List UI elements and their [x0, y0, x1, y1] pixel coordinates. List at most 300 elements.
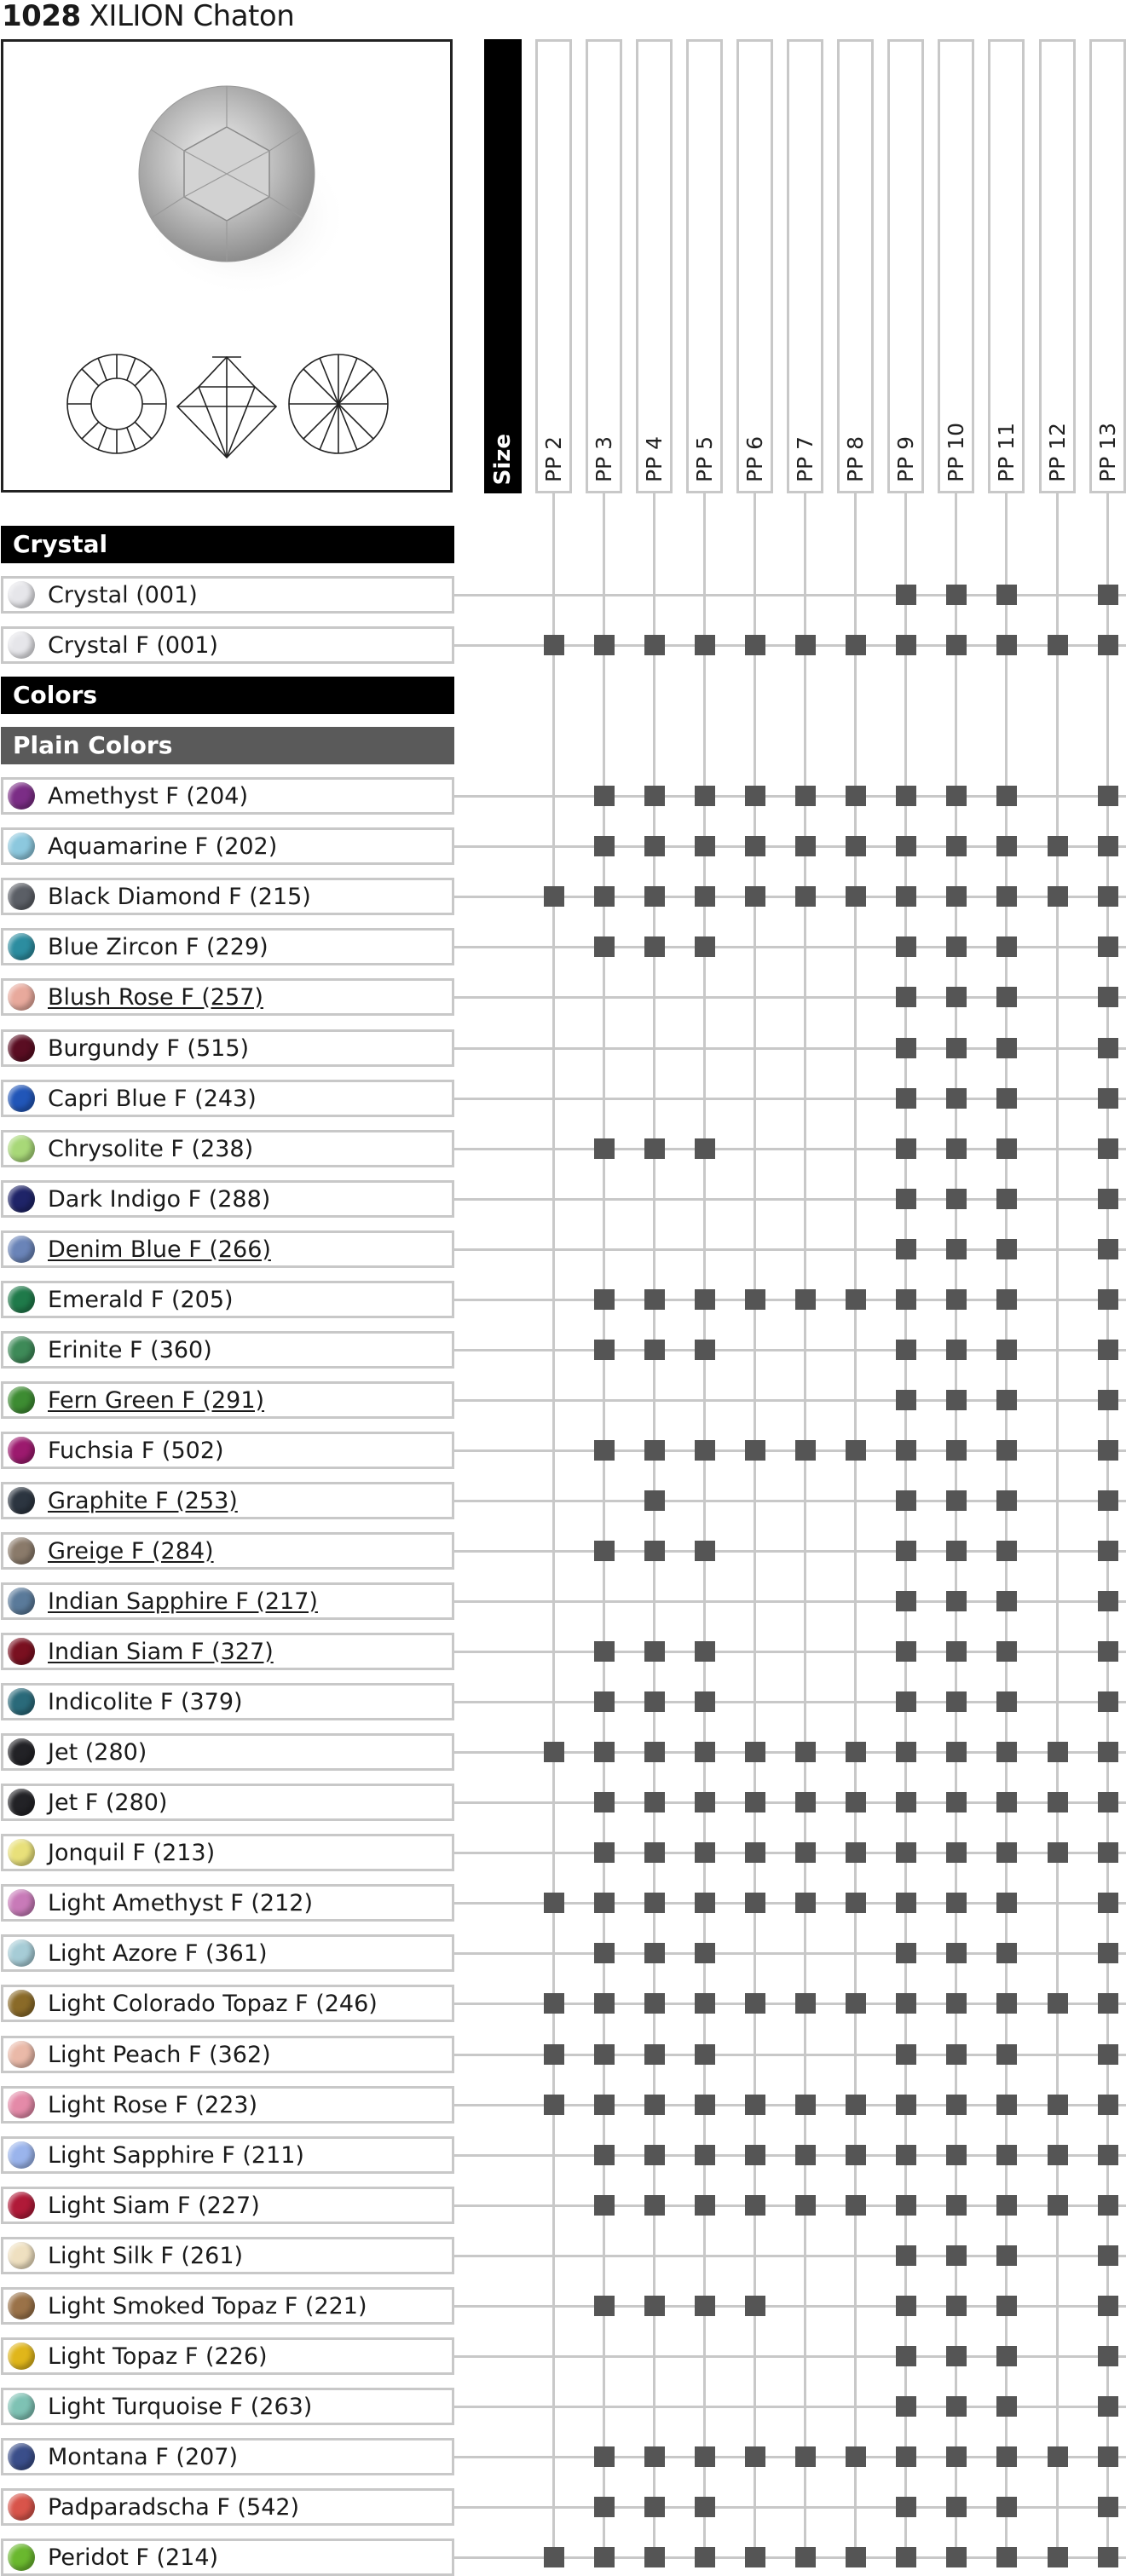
color-row — [1, 626, 454, 664]
color-row-line — [454, 2154, 1126, 2157]
color-swatch — [8, 1889, 35, 1916]
availability-marker — [1098, 1390, 1118, 1410]
availability-marker — [896, 1490, 916, 1511]
availability-marker — [644, 635, 665, 655]
size-column-header — [787, 39, 823, 493]
availability-marker — [544, 2044, 564, 2065]
availability-marker — [996, 936, 1017, 957]
size-column-label: PP 7 — [793, 435, 817, 482]
color-row-line — [454, 1852, 1126, 1854]
availability-marker — [996, 1490, 1017, 1511]
availability-marker — [1098, 936, 1118, 957]
availability-marker — [896, 2195, 916, 2216]
availability-marker — [1098, 2095, 1118, 2115]
availability-marker — [996, 2396, 1017, 2417]
availability-marker — [996, 1742, 1017, 1762]
color-name: Jet F (280) — [48, 1789, 168, 1816]
color-name: Light Siam F (227) — [48, 2192, 260, 2219]
availability-marker — [996, 1792, 1017, 1812]
color-name: Montana F (207) — [48, 2443, 239, 2470]
availability-marker — [695, 1138, 715, 1159]
availability-marker — [1098, 1842, 1118, 1863]
availability-marker — [695, 2296, 715, 2316]
color-name[interactable]: Indian Siam F (327) — [48, 1638, 274, 1665]
color-row — [1, 1432, 454, 1469]
availability-marker — [896, 1842, 916, 1863]
availability-marker — [946, 1893, 967, 1913]
availability-marker — [644, 1541, 665, 1561]
availability-marker — [695, 2095, 715, 2115]
availability-marker — [695, 1340, 715, 1360]
availability-marker — [1048, 836, 1068, 856]
color-row-line — [454, 1600, 1126, 1603]
availability-marker — [594, 2195, 615, 2216]
color-row-line — [454, 2204, 1126, 2207]
availability-marker — [745, 635, 765, 655]
availability-marker — [846, 2095, 866, 2115]
color-row — [1, 2539, 454, 2576]
availability-marker — [544, 1893, 564, 1913]
availability-marker — [846, 2446, 866, 2467]
availability-marker — [695, 936, 715, 957]
color-row-line — [454, 1651, 1126, 1653]
availability-marker — [1098, 1641, 1118, 1662]
availability-marker — [846, 1893, 866, 1913]
size-column-header — [988, 39, 1025, 493]
color-row-line — [454, 2355, 1126, 2358]
availability-marker — [594, 2044, 615, 2065]
availability-marker — [695, 2145, 715, 2165]
availability-marker — [745, 1742, 765, 1762]
color-row — [1, 2086, 454, 2124]
availability-marker — [946, 2346, 967, 2366]
color-swatch — [8, 1789, 35, 1816]
color-name: Erinite F (360) — [48, 1336, 212, 1363]
availability-marker — [644, 2296, 665, 2316]
availability-marker — [644, 1138, 665, 1159]
availability-marker — [896, 1993, 916, 2014]
availability-marker — [1098, 1340, 1118, 1360]
color-row-line — [454, 845, 1126, 848]
availability-marker — [996, 2145, 1017, 2165]
availability-marker — [946, 1038, 967, 1058]
size-column-header — [686, 39, 723, 493]
color-row — [1, 2388, 454, 2425]
color-swatch — [8, 2393, 35, 2420]
availability-marker — [846, 1440, 866, 1461]
color-row-line — [454, 594, 1126, 596]
availability-marker — [695, 1943, 715, 1963]
availability-marker — [1098, 1189, 1118, 1209]
availability-marker — [644, 2095, 665, 2115]
availability-marker — [896, 2245, 916, 2266]
color-name: Crystal F (001) — [48, 631, 218, 659]
availability-marker — [996, 1239, 1017, 1259]
color-name: Light Smoked Topaz F (221) — [48, 2292, 367, 2320]
availability-marker — [896, 987, 916, 1007]
availability-marker — [644, 1490, 665, 1511]
availability-marker — [795, 2195, 816, 2216]
availability-marker — [946, 1490, 967, 1511]
color-row — [1, 2337, 454, 2375]
size-column-label: PP 6 — [742, 435, 767, 482]
availability-marker — [644, 1641, 665, 1662]
availability-marker — [795, 786, 816, 806]
availability-marker — [896, 936, 916, 957]
size-column-header — [636, 39, 673, 493]
color-row — [1, 1582, 454, 1620]
color-name[interactable]: Greige F (284) — [48, 1537, 214, 1565]
availability-marker — [795, 886, 816, 907]
availability-marker — [594, 1440, 615, 1461]
availability-marker — [594, 1842, 615, 1863]
availability-marker — [1098, 1038, 1118, 1058]
size-column-label: PP 4 — [642, 435, 667, 482]
availability-marker — [896, 2446, 916, 2467]
availability-marker — [644, 2044, 665, 2065]
color-row-line — [454, 946, 1126, 948]
availability-marker — [896, 2044, 916, 2065]
availability-marker — [594, 786, 615, 806]
availability-marker — [996, 2044, 1017, 2065]
availability-marker — [1098, 1893, 1118, 1913]
color-row-line — [454, 2456, 1126, 2458]
availability-marker — [946, 635, 967, 655]
size-column-header — [837, 39, 874, 493]
availability-marker — [695, 1993, 715, 2014]
color-row-line — [454, 1449, 1126, 1452]
availability-marker — [846, 836, 866, 856]
availability-marker — [594, 886, 615, 907]
color-row — [1, 1985, 454, 2022]
color-swatch — [8, 2242, 35, 2269]
availability-marker — [695, 1893, 715, 1913]
size-column-header — [535, 39, 572, 493]
availability-marker — [1048, 2095, 1068, 2115]
availability-marker — [946, 2245, 967, 2266]
availability-marker — [1048, 1742, 1068, 1762]
availability-marker — [594, 1943, 615, 1963]
availability-marker — [1098, 1591, 1118, 1611]
size-column-label: PP 10 — [944, 423, 968, 482]
availability-marker — [996, 987, 1017, 1007]
size-column-header — [938, 39, 974, 493]
availability-marker — [996, 585, 1017, 605]
availability-marker — [1048, 2446, 1068, 2467]
availability-marker — [745, 2145, 765, 2165]
availability-marker — [695, 1842, 715, 1863]
section-header: Crystal — [1, 526, 454, 563]
availability-marker — [846, 1842, 866, 1863]
color-row-line — [454, 2506, 1126, 2509]
availability-marker — [1048, 2195, 1068, 2216]
color-row-line — [454, 1500, 1126, 1502]
availability-marker — [996, 1541, 1017, 1561]
color-row — [1, 1884, 454, 1922]
availability-marker — [695, 1440, 715, 1461]
color-name[interactable]: Denim Blue F (266) — [48, 1236, 271, 1263]
color-row — [1, 1331, 454, 1369]
color-name: Light Peach F (362) — [48, 2041, 271, 2068]
color-row — [1, 978, 454, 1016]
availability-marker — [594, 1792, 615, 1812]
availability-marker — [846, 1792, 866, 1812]
color-row — [1, 1230, 454, 1268]
availability-marker — [946, 2044, 967, 2065]
color-row — [1, 2187, 454, 2224]
color-name[interactable]: Indian Sapphire F (217) — [48, 1588, 318, 1615]
color-row-line — [454, 1550, 1126, 1553]
availability-marker — [644, 936, 665, 957]
availability-marker — [1098, 2346, 1118, 2366]
availability-marker — [695, 2547, 715, 2567]
color-swatch — [8, 1135, 35, 1162]
availability-marker — [1048, 1842, 1068, 1863]
availability-marker — [946, 1440, 967, 1461]
availability-marker — [695, 1641, 715, 1662]
availability-marker — [1098, 786, 1118, 806]
availability-marker — [544, 1742, 564, 1762]
availability-marker — [946, 2396, 967, 2417]
color-swatch — [8, 1688, 35, 1715]
availability-marker — [1098, 2245, 1118, 2266]
availability-marker — [795, 1440, 816, 1461]
availability-marker — [544, 886, 564, 907]
availability-marker — [644, 1289, 665, 1310]
availability-marker — [795, 2446, 816, 2467]
availability-marker — [745, 2547, 765, 2567]
availability-marker — [996, 1591, 1017, 1611]
availability-marker — [946, 1340, 967, 1360]
availability-marker — [996, 1691, 1017, 1712]
availability-marker — [1098, 1239, 1118, 1259]
color-name: Emerald F (205) — [48, 1286, 234, 1313]
color-row-line — [454, 1148, 1126, 1150]
availability-marker — [644, 2446, 665, 2467]
color-swatch — [8, 833, 35, 860]
color-row-line — [454, 2255, 1126, 2257]
availability-marker — [896, 1591, 916, 1611]
size-column-label: PP 9 — [893, 435, 918, 482]
availability-marker — [896, 2396, 916, 2417]
availability-marker — [996, 2547, 1017, 2567]
color-swatch — [8, 1034, 35, 1062]
color-swatch — [8, 782, 35, 810]
availability-marker — [946, 2446, 967, 2467]
availability-marker — [896, 2497, 916, 2517]
color-swatch — [8, 631, 35, 659]
availability-marker — [996, 2446, 1017, 2467]
color-name[interactable]: Graphite F (253) — [48, 1487, 238, 1514]
availability-marker — [594, 1742, 615, 1762]
color-name: Light Rose F (223) — [48, 2091, 258, 2118]
color-row — [1, 576, 454, 614]
color-swatch — [8, 2544, 35, 2571]
availability-marker — [745, 1792, 765, 1812]
availability-marker — [695, 836, 715, 856]
availability-marker — [594, 2497, 615, 2517]
color-row — [1, 1784, 454, 1821]
size-header-label: Size — [490, 433, 516, 485]
availability-marker — [695, 786, 715, 806]
size-column-label: PP 11 — [994, 423, 1019, 482]
section-header: Plain Colors — [1, 727, 454, 764]
color-name: Padparadscha F (542) — [48, 2493, 300, 2521]
color-name: Black Diamond F (215) — [48, 883, 311, 910]
size-column-line — [1056, 493, 1059, 2557]
availability-marker — [594, 2547, 615, 2567]
availability-marker — [996, 1842, 1017, 1863]
availability-marker — [896, 1189, 916, 1209]
availability-marker — [1098, 2547, 1118, 2567]
size-column-header — [887, 39, 924, 493]
availability-marker — [1098, 2497, 1118, 2517]
availability-marker — [644, 1742, 665, 1762]
color-row-line — [454, 1047, 1126, 1050]
color-row — [1, 777, 454, 815]
availability-marker — [594, 2145, 615, 2165]
color-row-line — [454, 1399, 1126, 1402]
size-column-label: PP 12 — [1045, 423, 1070, 482]
availability-marker — [896, 1138, 916, 1159]
size-column-label: PP 8 — [843, 435, 868, 482]
color-name[interactable]: Blush Rose F (257) — [48, 983, 263, 1011]
availability-marker — [695, 635, 715, 655]
color-row — [1, 1281, 454, 1318]
color-name: Dark Indigo F (288) — [48, 1185, 271, 1213]
color-swatch — [8, 2192, 35, 2219]
availability-marker — [996, 1340, 1017, 1360]
product-name: XILION Chaton — [89, 0, 295, 33]
availability-marker — [1098, 2446, 1118, 2467]
availability-marker — [1098, 2044, 1118, 2065]
color-row-line — [454, 795, 1126, 798]
availability-marker — [896, 1440, 916, 1461]
availability-marker — [644, 836, 665, 856]
availability-marker — [795, 2095, 816, 2115]
availability-marker — [896, 1742, 916, 1762]
availability-marker — [996, 1038, 1017, 1058]
availability-marker — [695, 1742, 715, 1762]
availability-marker — [946, 2497, 967, 2517]
availability-marker — [795, 1993, 816, 2014]
availability-marker — [996, 2245, 1017, 2266]
availability-marker — [745, 886, 765, 907]
availability-marker — [1098, 1742, 1118, 1762]
availability-marker — [996, 1440, 1017, 1461]
availability-marker — [996, 836, 1017, 856]
color-row — [1, 1381, 454, 1419]
color-row-line — [454, 996, 1126, 999]
availability-marker — [695, 1289, 715, 1310]
availability-marker — [1098, 635, 1118, 655]
color-swatch — [8, 2292, 35, 2320]
availability-marker — [896, 2145, 916, 2165]
availability-marker — [644, 2497, 665, 2517]
availability-marker — [1048, 2145, 1068, 2165]
availability-marker — [594, 1289, 615, 1310]
availability-marker — [1098, 886, 1118, 907]
availability-marker — [896, 2296, 916, 2316]
size-header — [484, 39, 522, 493]
availability-marker — [896, 2346, 916, 2366]
color-swatch — [8, 933, 35, 960]
availability-marker — [946, 1390, 967, 1410]
availability-marker — [745, 2095, 765, 2115]
availability-marker — [594, 635, 615, 655]
availability-marker — [996, 2346, 1017, 2366]
color-row-line — [454, 1248, 1126, 1251]
color-row — [1, 1532, 454, 1570]
availability-marker — [846, 1993, 866, 2014]
color-row — [1, 878, 454, 915]
availability-marker — [695, 2044, 715, 2065]
availability-marker — [946, 786, 967, 806]
color-swatch — [8, 1738, 35, 1766]
availability-marker — [996, 2095, 1017, 2115]
availability-marker — [946, 1842, 967, 1863]
color-name: Burgundy F (515) — [48, 1034, 250, 1062]
availability-marker — [996, 2195, 1017, 2216]
size-column-label: PP 13 — [1095, 423, 1120, 482]
availability-marker — [1098, 2396, 1118, 2417]
color-name: Fuchsia F (502) — [48, 1437, 224, 1464]
availability-marker — [946, 1591, 967, 1611]
availability-marker — [795, 1893, 816, 1913]
color-swatch — [8, 1939, 35, 1967]
availability-marker — [996, 1893, 1017, 1913]
availability-marker — [745, 1893, 765, 1913]
size-column-label: PP 5 — [692, 435, 717, 482]
color-row — [1, 827, 454, 865]
color-swatch — [8, 2091, 35, 2118]
availability-marker — [695, 886, 715, 907]
availability-marker — [996, 1138, 1017, 1159]
color-row-line — [454, 1098, 1126, 1100]
color-swatch — [8, 983, 35, 1011]
availability-marker — [896, 585, 916, 605]
availability-marker — [946, 1289, 967, 1310]
color-name: Blue Zircon F (229) — [48, 933, 269, 960]
availability-marker — [996, 2296, 1017, 2316]
color-swatch — [8, 1286, 35, 1313]
availability-marker — [946, 2195, 967, 2216]
availability-marker — [1098, 987, 1118, 1007]
availability-marker — [745, 1289, 765, 1310]
availability-marker — [946, 936, 967, 957]
color-row — [1, 1080, 454, 1117]
availability-marker — [594, 2446, 615, 2467]
availability-marker — [544, 635, 564, 655]
availability-marker — [795, 2547, 816, 2567]
color-name: Crystal (001) — [48, 581, 198, 608]
size-column-label: PP 3 — [592, 435, 616, 482]
availability-marker — [946, 2296, 967, 2316]
color-row — [1, 1633, 454, 1670]
availability-marker — [644, 786, 665, 806]
color-row — [1, 2136, 454, 2174]
color-name: Jonquil F (213) — [48, 1839, 216, 1866]
availability-marker — [846, 1742, 866, 1762]
color-name[interactable]: Fern Green F (291) — [48, 1386, 265, 1414]
availability-marker — [594, 936, 615, 957]
availability-marker — [695, 2497, 715, 2517]
availability-marker — [896, 1691, 916, 1712]
color-name: Capri Blue F (243) — [48, 1085, 257, 1112]
availability-marker — [846, 635, 866, 655]
availability-marker — [946, 1239, 967, 1259]
availability-marker — [946, 1742, 967, 1762]
